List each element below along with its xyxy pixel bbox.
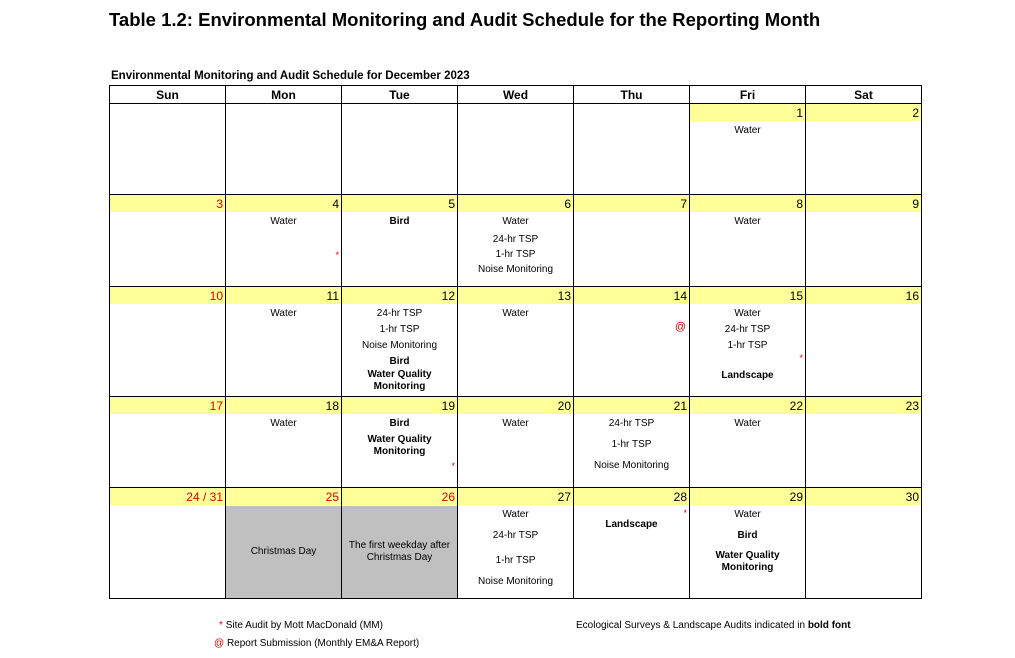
week-row [110, 286, 922, 396]
day-cell [574, 195, 690, 286]
day-number: 8 [690, 195, 805, 212]
day-cell [690, 396, 806, 487]
legend-bold-note [576, 620, 851, 631]
event-24hr-tsp: 24-hr TSP [492, 530, 539, 542]
event-water: Water [502, 307, 529, 319]
day-cell [110, 104, 226, 195]
event-water: Water [502, 417, 529, 429]
event-1hr-tsp: 1-hr TSP [495, 555, 536, 567]
event-water: Water [734, 417, 761, 429]
day-number: 28 [574, 488, 689, 505]
bold-note-suffix: font [831, 620, 851, 631]
day-cell [574, 488, 690, 599]
day-cell [690, 488, 806, 599]
event-1hr-tsp: 1-hr TSP [379, 323, 420, 335]
table-subtitle: Environmental Monitoring and Audit Schedule for December 2023 [111, 70, 470, 82]
day-number: 22 [690, 397, 805, 414]
day-cell [690, 286, 806, 396]
day-number: 14 [574, 287, 689, 304]
event-water: Water [734, 509, 761, 521]
day-cell [458, 396, 574, 487]
event-water: Water [270, 216, 297, 228]
event-24hr-tsp: 24-hr TSP [608, 417, 655, 429]
holiday-block: Christmas Day [226, 506, 341, 598]
day-number: 18 [226, 397, 341, 414]
report-text: Report Submission (Monthly EM&A Report) [226, 638, 420, 649]
day-number: 10 [110, 287, 225, 304]
day-number: 13 [458, 287, 573, 304]
holiday-block: The first weekday after Christmas Day [342, 506, 457, 598]
day-cell [690, 195, 806, 286]
day-cell [690, 104, 806, 195]
week-row [110, 488, 922, 599]
event-water: Water [270, 307, 297, 319]
event-bird: Bird [389, 417, 410, 429]
event-water: Water [502, 509, 529, 521]
day-number: 3 [110, 195, 225, 212]
day-number: 9 [806, 195, 921, 212]
event-water-quality-monitoring: Water Quality Monitoring [367, 368, 432, 392]
day-number: 5 [342, 195, 457, 212]
day-cell [342, 195, 458, 286]
site-audit-marker: * [683, 508, 687, 519]
day-number: 29 [690, 488, 805, 505]
day-cell [574, 286, 690, 396]
day-number: 21 [574, 397, 689, 414]
day-cell [226, 488, 342, 599]
weekday-header: Sun [110, 86, 226, 104]
event-water: Water [734, 307, 761, 319]
day-cell [110, 488, 226, 599]
day-cell [110, 286, 226, 396]
day-cell [226, 286, 342, 396]
event-noise-monitoring: Noise Monitoring [477, 576, 554, 588]
week-row [110, 396, 922, 487]
event-bird: Bird [737, 530, 758, 542]
event-bird: Bird [389, 216, 410, 228]
event-noise-monitoring: Noise Monitoring [361, 339, 438, 351]
day-number: 1 [690, 104, 805, 121]
day-cell [342, 286, 458, 396]
day-number: 23 [806, 397, 921, 414]
legend-site-audit [219, 620, 383, 631]
legend-report-submission [214, 638, 419, 649]
day-cell [458, 488, 574, 599]
day-cell [342, 488, 458, 599]
day-number: 6 [458, 195, 573, 212]
report-submission-marker: @ [674, 320, 686, 333]
day-cell [110, 396, 226, 487]
day-number: 7 [574, 195, 689, 212]
day-number: 27 [458, 488, 573, 505]
weekday-header: Tue [342, 86, 458, 104]
site-audit-text: Site Audit by Mott MacDonald (MM) [225, 620, 383, 631]
day-number: 16 [806, 287, 921, 304]
day-cell [458, 195, 574, 286]
day-number: 30 [806, 488, 921, 505]
bold-note-prefix: Ecological Surveys & Landscape Audits indicated in [576, 620, 806, 631]
event-1hr-tsp: 1-hr TSP [495, 249, 536, 261]
day-number: 20 [458, 397, 573, 414]
event-water: Water [270, 417, 297, 429]
weekday-header: Thu [574, 86, 690, 104]
weekday-header: Wed [458, 86, 574, 104]
calendar-table [109, 85, 922, 599]
day-number: 26 [342, 488, 457, 505]
weekday-header-row [110, 86, 922, 104]
day-cell [226, 195, 342, 286]
event-24hr-tsp: 24-hr TSP [724, 323, 771, 335]
day-number: 25 [226, 488, 341, 505]
event-landscape: Landscape [605, 519, 658, 531]
day-number: 12 [342, 287, 457, 304]
site-audit-marker: * [451, 460, 455, 471]
day-number: 19 [342, 397, 457, 414]
weekday-header: Fri [690, 86, 806, 104]
day-cell [806, 488, 922, 599]
day-cell [806, 104, 922, 195]
day-cell [458, 286, 574, 396]
day-cell [458, 104, 574, 195]
event-water-quality-monitoring: Water Quality Monitoring [715, 550, 780, 574]
day-cell [574, 396, 690, 487]
week-row [110, 104, 922, 195]
site-audit-marker: * [335, 250, 339, 261]
weekday-header: Sat [806, 86, 922, 104]
event-water: Water [734, 125, 761, 136]
day-number: 24 / 31 [110, 488, 225, 505]
day-cell [806, 286, 922, 396]
day-cell [110, 195, 226, 286]
event-1hr-tsp: 1-hr TSP [727, 339, 768, 351]
day-number: 11 [226, 287, 341, 304]
day-cell [226, 396, 342, 487]
event-noise-monitoring: Noise Monitoring [477, 264, 554, 276]
event-water-quality-monitoring: Water Quality Monitoring [367, 433, 432, 457]
event-bird: Bird [389, 355, 410, 367]
day-cell [806, 396, 922, 487]
day-number: 15 [690, 287, 805, 304]
site-audit-marker: * [799, 352, 803, 363]
bold-note-bold: bold [807, 620, 829, 631]
site-audit-symbol: * [219, 620, 223, 631]
page-title: Table 1.2: Environmental Monitoring and Audit Schedule for the Reporting Month [109, 9, 821, 30]
event-24hr-tsp: 24-hr TSP [376, 307, 423, 319]
weekday-header: Mon [226, 86, 342, 104]
event-landscape: Landscape [721, 369, 774, 381]
day-number: 4 [226, 195, 341, 212]
day-cell [806, 195, 922, 286]
event-24hr-tsp: 24-hr TSP [492, 234, 539, 246]
report-symbol: @ [214, 638, 225, 649]
day-number: 17 [110, 397, 225, 414]
day-cell [574, 104, 690, 195]
event-noise-monitoring: Noise Monitoring [593, 459, 670, 471]
day-number: 2 [806, 104, 921, 121]
day-cell [342, 104, 458, 195]
event-water: Water [502, 216, 529, 228]
event-1hr-tsp: 1-hr TSP [611, 438, 652, 450]
day-cell [342, 396, 458, 487]
week-row [110, 195, 922, 286]
event-water: Water [734, 216, 761, 228]
day-cell [226, 104, 342, 195]
